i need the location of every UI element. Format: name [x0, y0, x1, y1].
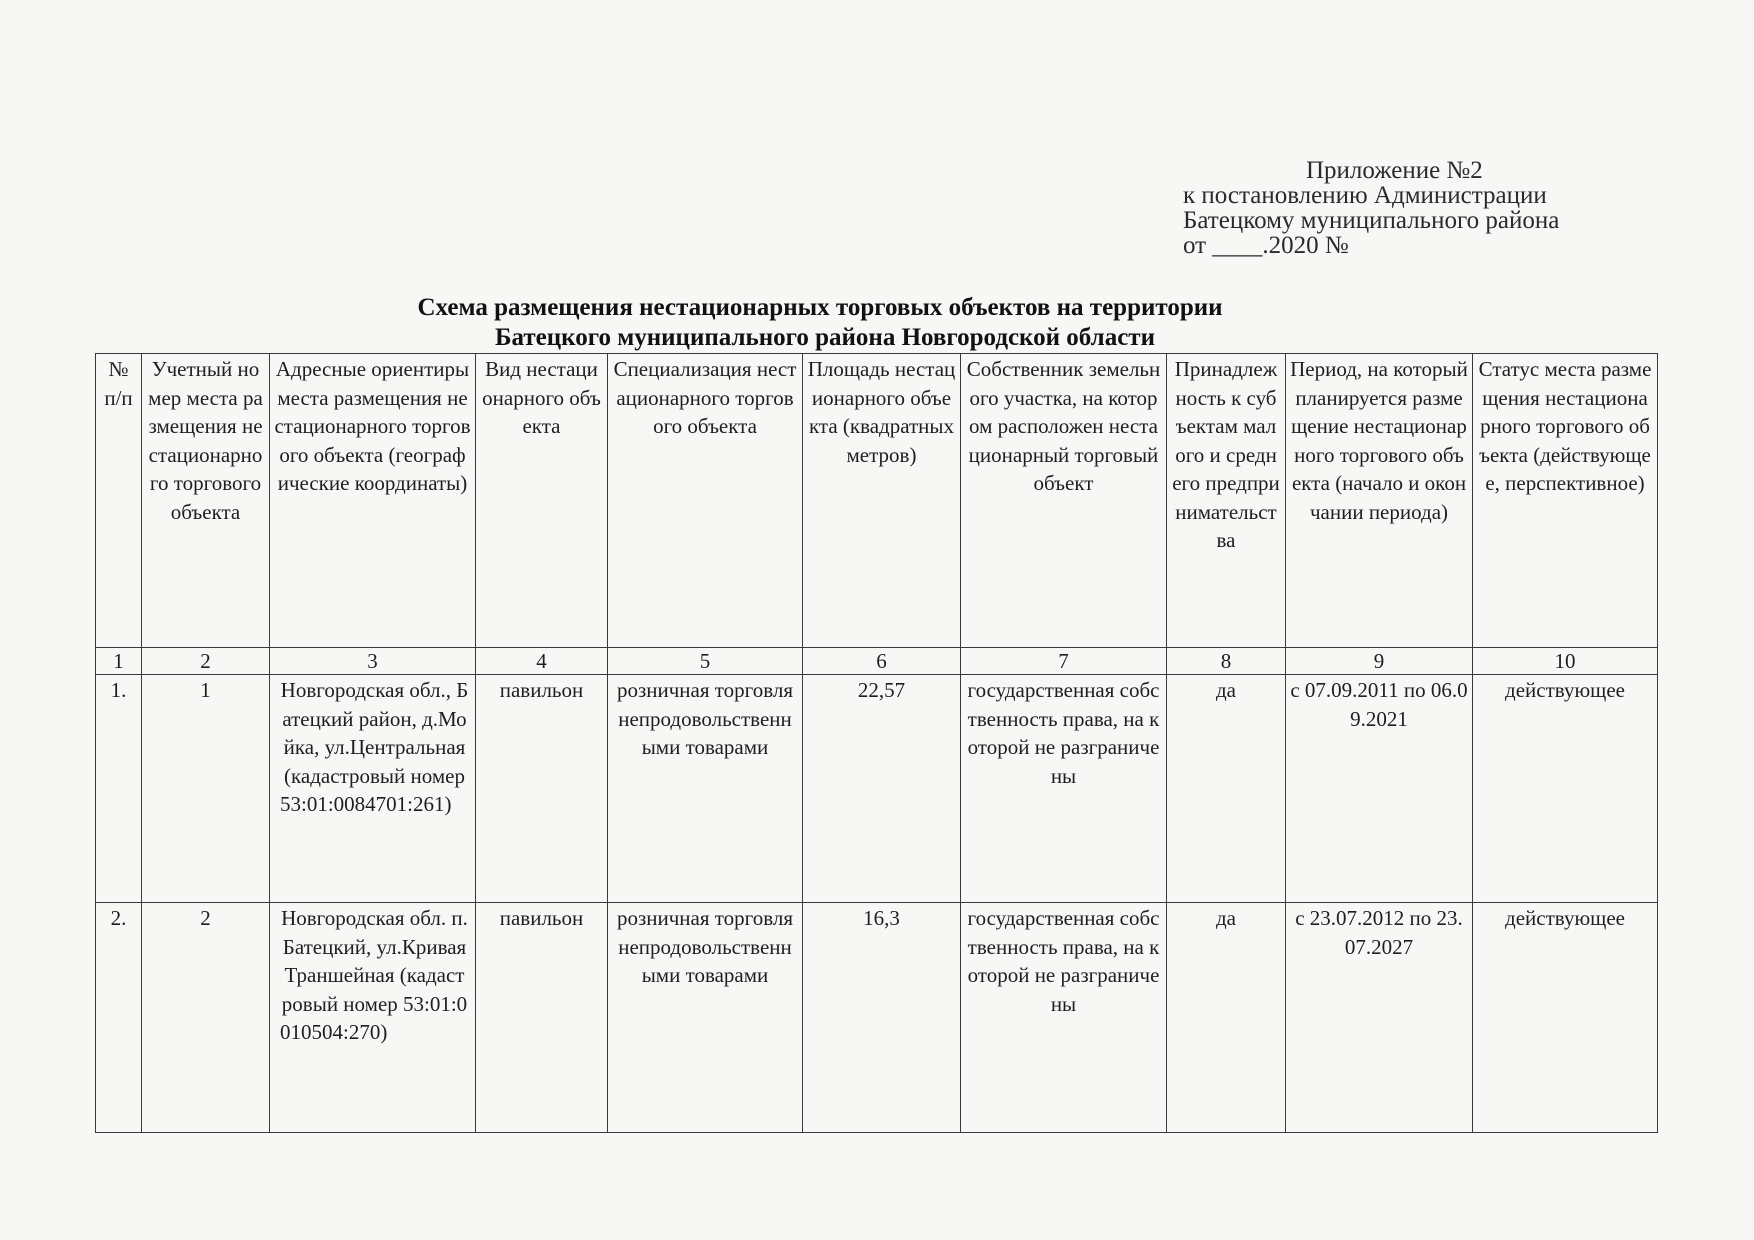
table-row — [96, 675, 1658, 903]
header-cell: № п/п — [96, 354, 142, 648]
row-number: 2. — [96, 903, 142, 1133]
header-cell: Принадлежность к субъектам малого и среднего предпринимательства — [1167, 354, 1286, 648]
object-type: павильон — [476, 675, 608, 903]
header-row — [96, 354, 1658, 648]
area: 16,3 — [803, 903, 961, 1133]
table-row — [96, 903, 1658, 1133]
header-cell: Адресные ориентиры места размещения нестационарного торгового объекта (географические координаты) — [270, 354, 476, 648]
column-number: 9 — [1286, 648, 1473, 675]
placement-period: с 23.07.2012 по 23.07.2027 — [1286, 903, 1473, 1133]
land-owner: государственная собственность права, на которой не разграничены — [961, 903, 1167, 1133]
row-number: 1. — [96, 675, 142, 903]
column-number: 6 — [803, 648, 961, 675]
column-number: 8 — [1167, 648, 1286, 675]
appendix-line-4: от ____.2020 № — [1183, 232, 1349, 259]
appendix-block — [1183, 158, 1559, 258]
sme-affiliation: да — [1167, 675, 1286, 903]
header-cell: Период, на который планируется размещение нестационарного торгового объекта (начало и окончании периода) — [1286, 354, 1473, 648]
document-title-line-2: Батецкого муниципального района Новгородской области — [495, 324, 1155, 351]
specialization: розничная торговля непродовольственными товарами — [608, 903, 803, 1133]
header-cell: Статус места размещения нестационарного торгового объекта (действующее, перспективное) — [1473, 354, 1658, 648]
column-number: 4 — [476, 648, 608, 675]
appendix-line-2: к постановлению Администрации — [1183, 182, 1547, 209]
document-title-line-1: Схема размещения нестационарных торговых объектов на территории — [417, 294, 1223, 321]
column-number-row — [96, 648, 1658, 675]
placement-status: действующее — [1473, 903, 1658, 1133]
header-cell: Учетный номер места размещения нестационарного торгового объекта — [142, 354, 270, 648]
header-cell: Вид нестационарного объекта — [476, 354, 608, 648]
object-type: павильон — [476, 903, 608, 1133]
column-number: 10 — [1473, 648, 1658, 675]
column-number: 1 — [96, 648, 142, 675]
address: Новгородская обл., Батецкий район, д.Мойка, ул.Центральная (кадастровый номер 53:01:0084701:261) — [270, 675, 476, 903]
column-number: 3 — [270, 648, 476, 675]
header-cell: Площадь нестационарного объекта (квадратных метров) — [803, 354, 961, 648]
placement-scheme-table — [95, 353, 1658, 1133]
address: Новгородская обл. п.Батецкий, ул.Кривая Траншейная (кадастровый номер 53:01:0010504:270) — [270, 903, 476, 1133]
header-cell: Собственник земельного участка, на котором расположен нестационарный торговый объект — [961, 354, 1167, 648]
placement-period: с 07.09.2011 по 06.09.2021 — [1286, 675, 1473, 903]
column-number: 2 — [142, 648, 270, 675]
appendix-line-1: Приложение №2 — [1306, 157, 1483, 184]
specialization: розничная торговля непродовольственными товарами — [608, 675, 803, 903]
account-number: 2 — [142, 903, 270, 1133]
sme-affiliation: да — [1167, 903, 1286, 1133]
land-owner: государственная собственность права, на которой не разграничены — [961, 675, 1167, 903]
appendix-line-3: Батецкому муниципального района — [1183, 207, 1560, 234]
placement-status: действующее — [1473, 675, 1658, 903]
column-number: 7 — [961, 648, 1167, 675]
column-number: 5 — [608, 648, 803, 675]
account-number: 1 — [142, 675, 270, 903]
area: 22,57 — [803, 675, 961, 903]
header-cell: Специализация нестационарного торгового объекта — [608, 354, 803, 648]
